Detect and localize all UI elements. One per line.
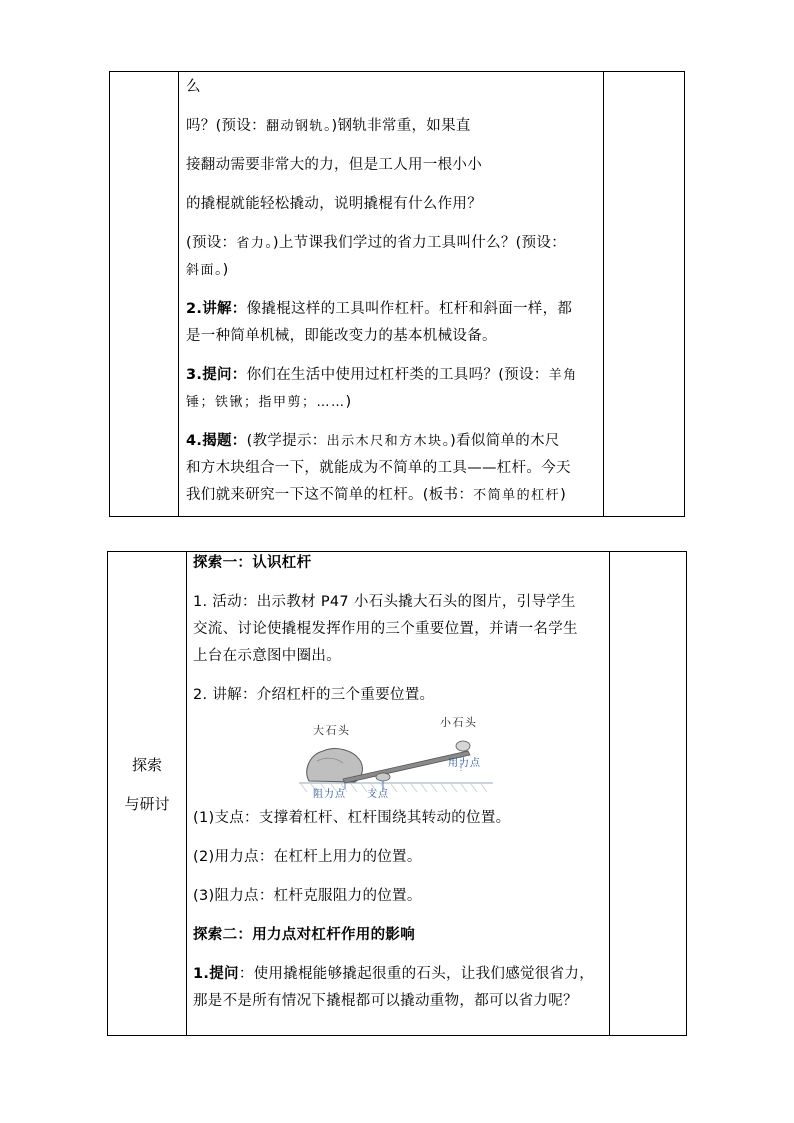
body-text: ：使用撬棍能够撬起很重的石头，让我们感觉很省力， — [238, 966, 595, 982]
body-text: 吗？(预设： — [186, 118, 266, 134]
bold-heading-text: 探索二：用力点对杠杆作用的影响 — [193, 927, 415, 943]
text-line — [193, 805, 607, 832]
paragraph-gap — [186, 416, 600, 428]
paragraph-gap — [186, 179, 600, 191]
body-text: (1)支点：支撑着杠杆、杠杆围绕其转动的位置。 — [193, 810, 511, 826]
paragraph-gap — [193, 577, 607, 589]
small-annotation-text: 翻动钢轨 — [265, 119, 324, 134]
body-text: (教学提示： — [246, 433, 327, 449]
body-text: 上台在示意图中圈出。 — [193, 648, 341, 664]
text-line — [186, 296, 600, 323]
paragraph-gap — [186, 218, 600, 230]
bold-heading-text: 探索一：认识杠杆 — [193, 555, 312, 571]
paragraph-gap — [193, 910, 607, 922]
small-annotation-text: 羊角 — [548, 368, 578, 383]
text-line — [186, 74, 600, 101]
column-divider — [603, 72, 604, 516]
text-line — [186, 152, 600, 179]
body-text: 接翻动需要非常大的力，但是工人用一根小小 — [186, 157, 482, 173]
lever-diagram — [193, 709, 607, 801]
paragraph-gap — [186, 101, 600, 113]
big-stone-label: 大石头 — [313, 725, 351, 737]
text-line — [193, 616, 607, 643]
small-annotation-text: 出示木尺和方木块 — [326, 434, 443, 449]
body-text: 我们就来研究一下这不简单的杠杆。(板书： — [186, 487, 474, 503]
text-line — [193, 682, 607, 709]
body-text: 的撬棍就能轻松撬动，说明撬棍有什么作用？ — [186, 196, 482, 212]
body-text: 你们在生活中使用过杠杆类的工具吗？(预设： — [246, 367, 549, 383]
body-text: ) — [560, 487, 567, 503]
text-line — [193, 961, 607, 988]
paragraph-gap — [186, 140, 600, 152]
text-line — [186, 257, 600, 284]
small-annotation-text: 不简单的杠杆 — [473, 488, 561, 503]
text-line — [193, 883, 607, 910]
body-text: 和方木块组合一下，就能成为不简单的工具——杠杆。今天 — [186, 460, 571, 476]
body-text: 么 — [186, 79, 201, 95]
text-line — [193, 988, 607, 1015]
body-text: 是一种简单机械，即能改变力的基本机械设备。 — [186, 328, 497, 344]
section-label — [109, 755, 185, 814]
body-text: 。) — [215, 262, 229, 278]
body-text: (3)阻力点：杠杆克服阻力的位置。 — [193, 888, 422, 904]
body-text: 。)钢轨非常重，如果直 — [323, 118, 471, 134]
text-line — [186, 455, 600, 482]
body-text: 。)上节课我们学过的省力工具叫什么？(预设： — [265, 235, 567, 251]
small-stone-icon — [456, 741, 470, 751]
paragraph-gap — [193, 871, 607, 883]
bold-heading-text: 1.提问 — [193, 966, 239, 982]
body-text: 1. 活动：出示教材 P47 小石头撬大石头的图片，引导学生 — [193, 594, 576, 610]
column-divider — [186, 552, 187, 1035]
small-annotation-text: 斜面 — [186, 263, 216, 278]
text-line — [186, 191, 600, 218]
bold-heading-text: 2.讲解： — [186, 301, 247, 317]
resistance-point-label: 阻力点 — [313, 789, 346, 800]
text-line — [186, 113, 600, 140]
text-line — [186, 389, 600, 416]
text-line — [186, 230, 600, 257]
body-text: 。)看似简单的木尺 — [442, 433, 560, 449]
text-line — [186, 428, 600, 455]
effort-point-label: 用力点 — [448, 758, 481, 769]
fulcrum-stone-icon — [376, 773, 390, 781]
text-line — [193, 844, 607, 871]
text-line — [193, 550, 607, 577]
paragraph-gap — [186, 350, 600, 362]
text-line — [193, 922, 607, 949]
fulcrum-label: 支点 — [367, 789, 389, 800]
bold-heading-text: 3.提问： — [186, 367, 247, 383]
body-text: 那是不是所有情况下撬棍都可以撬动重物，都可以省力呢？ — [193, 993, 578, 1009]
body-text: ) — [345, 394, 352, 410]
paragraph-gap — [193, 670, 607, 682]
paragraph-gap — [193, 949, 607, 961]
bold-heading-text: 4.揭题： — [186, 433, 247, 449]
paragraph-gap — [186, 284, 600, 296]
body-text: (预设： — [186, 235, 237, 251]
lesson-table-bottom — [107, 551, 687, 1036]
small-annotation-text: 省力 — [236, 236, 266, 251]
body-text: 像撬棍这样的工具叫作杠杆。杠杆和斜面一样，都 — [246, 301, 573, 317]
text-line — [193, 643, 607, 670]
text-line — [193, 589, 607, 616]
small-annotation-text: 锤；铁锹；指甲剪；…… — [186, 395, 346, 410]
column-divider — [609, 552, 610, 1035]
section-label-line1: 探索 — [131, 756, 162, 774]
text-line — [186, 482, 600, 509]
text-line — [186, 362, 600, 389]
explore-cell — [193, 550, 607, 1015]
column-divider — [178, 72, 179, 516]
body-text: (2)用力点：在杠杆上用力的位置。 — [193, 849, 422, 865]
body-text: 交流、讨论使撬棍发挥作用的三个重要位置，并请一名学生 — [193, 621, 578, 637]
teaching-process-cell — [186, 74, 600, 509]
section-label-line2: 与研讨 — [124, 795, 170, 813]
paragraph-gap — [193, 832, 607, 844]
lesson-table-top — [109, 71, 685, 517]
body-text: 2. 讲解：介绍杠杆的三个重要位置。 — [193, 687, 435, 703]
small-stone-label: 小石头 — [440, 717, 478, 729]
text-line — [186, 323, 600, 350]
